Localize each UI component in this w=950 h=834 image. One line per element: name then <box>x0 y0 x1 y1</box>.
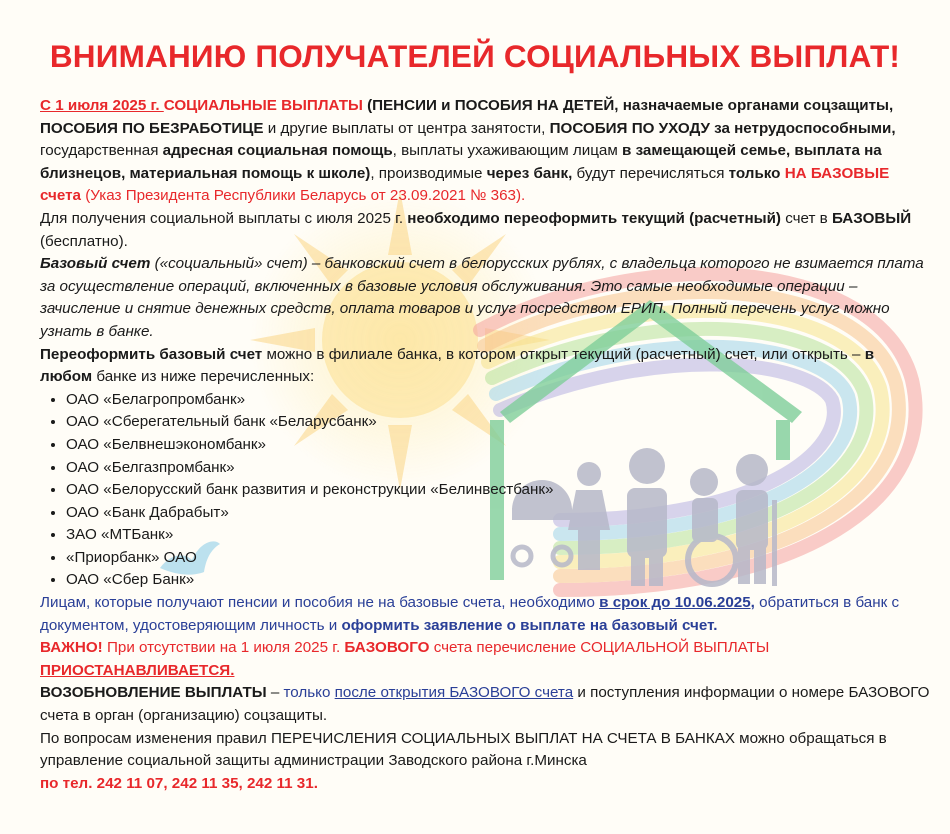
text-span: ВОЗОБНОВЛЕНИЕ ВЫПЛАТЫ <box>40 684 267 702</box>
text-span: адресная социальная помощь <box>162 142 393 160</box>
text-span: счет в <box>780 209 832 227</box>
text-span: При отсутствии на 1 июля 2025 г. <box>102 639 345 657</box>
text-span: необходимо переоформить текущий (расчетный) <box>407 209 781 227</box>
text-span: и поступления информации о номере БАЗОВОГО счета в орган (организацию) соцзащиты. <box>40 684 930 725</box>
basic-accounts-label: НА БАЗОВЫЕ счета <box>40 164 890 205</box>
decree-reference: (Указ Президента Республики Беларусь от 23.09.2021 № 363). <box>81 187 526 205</box>
text-span: , производимые <box>370 164 487 182</box>
paragraph-deadline <box>40 592 930 637</box>
notice-body <box>40 95 930 795</box>
text-span: («социальный» счет) – банковский счет в белорусских рублях, с владельца которого не взимается плата за осуществление операций, включенных в базовые условия обслуживания. Это самые необходимые операции – зачисление и снятие денежных средств, оплата товаров и услуг посредством ЕРИП. Полный перечень услуг можно узнать в банке. <box>40 255 924 340</box>
list-item: • ОАО «Белгазпромбанк» <box>66 457 930 480</box>
text-span: банке из ниже перечисленных: <box>92 368 315 386</box>
text-span: Для получения социальной выплаты с июля 2025 г. <box>40 209 408 227</box>
list-item: • ЗАО «МТБанк» <box>66 524 930 547</box>
paragraph-basic-account-definition <box>40 253 930 343</box>
text-span: государственная <box>40 142 163 160</box>
text-span: БАЗОВЫЙ <box>831 209 912 227</box>
text-span: через банк, <box>486 164 573 182</box>
list-item: • ОАО «Белвнешэкономбанк» <box>66 434 930 457</box>
text-span: будут перечисляться <box>572 164 729 182</box>
list-item: • ОАО «Белорусский банк развития и реконструкции «Белинвестбанк» <box>66 479 930 502</box>
list-item: • ОАО «Банк Дабрабыт» <box>66 502 930 525</box>
suspended-label: ПРИОСТАНАВЛИВАЕТСЯ. <box>40 661 235 679</box>
list-item: • ОАО «Белагропромбанк» <box>66 389 930 412</box>
text-span: По вопросам изменения правил ПЕРЕЧИСЛЕНИЯ СОЦИАЛЬНЫХ ВЫПЛАТ НА СЧЕТА В БАНКАХ можно обращаться в управление социальной защиты администрации Заводского района г.Минска <box>40 729 887 770</box>
text-span: счета перечисление СОЦИАЛЬНОЙ ВЫПЛАТЫ <box>429 639 770 657</box>
text-span: только <box>728 164 785 182</box>
text-span: обратиться в банк с документом, удостоверяющим личность и <box>40 594 900 634</box>
list-item: • ОАО «Сберегательный банк «Беларусбанк» <box>66 411 930 434</box>
text-span: оформить заявление о выплате на базовый счет. <box>341 616 718 634</box>
paragraph-resumption <box>40 682 930 727</box>
page-title: ВНИМАНИЮ ПОЛУЧАТЕЛЕЙ СОЦИАЛЬНЫХ ВЫПЛАТ! <box>49 38 901 74</box>
text-span: , выплаты ухаживающим лицам <box>392 142 623 160</box>
text-span: в замещающей семье, выплата на близнецов, материальная помощь к школе) <box>40 142 882 182</box>
paragraph-reissue <box>40 208 930 253</box>
effective-date: С 1 июля 2025 г. <box>40 97 164 114</box>
list-item: • ОАО «Сбер Банк» <box>66 569 930 592</box>
phone-numbers: по тел. 242 11 07, 242 11 35, 242 11 31. <box>40 774 318 792</box>
important-label: ВАЖНО! <box>40 639 103 657</box>
paragraph-where-to-reissue <box>40 344 930 389</box>
text-span: БАЗОВОГО <box>344 639 430 657</box>
paragraph-important <box>40 637 930 682</box>
text-span: можно в филиале банка, в котором открыт текущий (расчетный) счет, или открыть – <box>262 345 865 363</box>
text-span: только <box>283 684 335 702</box>
text-span: после открытия БАЗОВОГО счета <box>334 684 574 702</box>
text-span: Лицам, которые получают пенсии и пособия не на базовые счета, необходимо <box>40 594 600 612</box>
text-span: ПОСОБИЯ ПО УХОДУ за нетрудоспособными, <box>549 119 896 137</box>
bank-list <box>40 389 930 592</box>
paragraph-contacts <box>40 728 930 796</box>
list-item: • «Приорбанк» ОАО <box>66 547 930 570</box>
text-span: (бесплатно). <box>40 232 128 250</box>
text-span: – <box>266 684 284 702</box>
text-span: Базовый счет <box>40 255 151 273</box>
text-span: (ПЕНСИИ и ПОСОБИЯ НА ДЕТЕЙ, назначаемые органами соцзащиты, ПОСОБИЯ ПО БЕЗРАБОТИЦЕ <box>40 97 894 137</box>
text-span: и другие выплаты от центра занятости, <box>263 119 550 137</box>
social-payments-label: СОЦИАЛЬНЫЕ ВЫПЛАТЫ <box>163 97 363 114</box>
paragraph-effective-date <box>40 95 930 208</box>
text-span: Переоформить базовый счет <box>40 345 263 363</box>
text-span: в любом <box>40 345 875 386</box>
deadline-date: в срок до 10.06.2025, <box>599 594 755 612</box>
